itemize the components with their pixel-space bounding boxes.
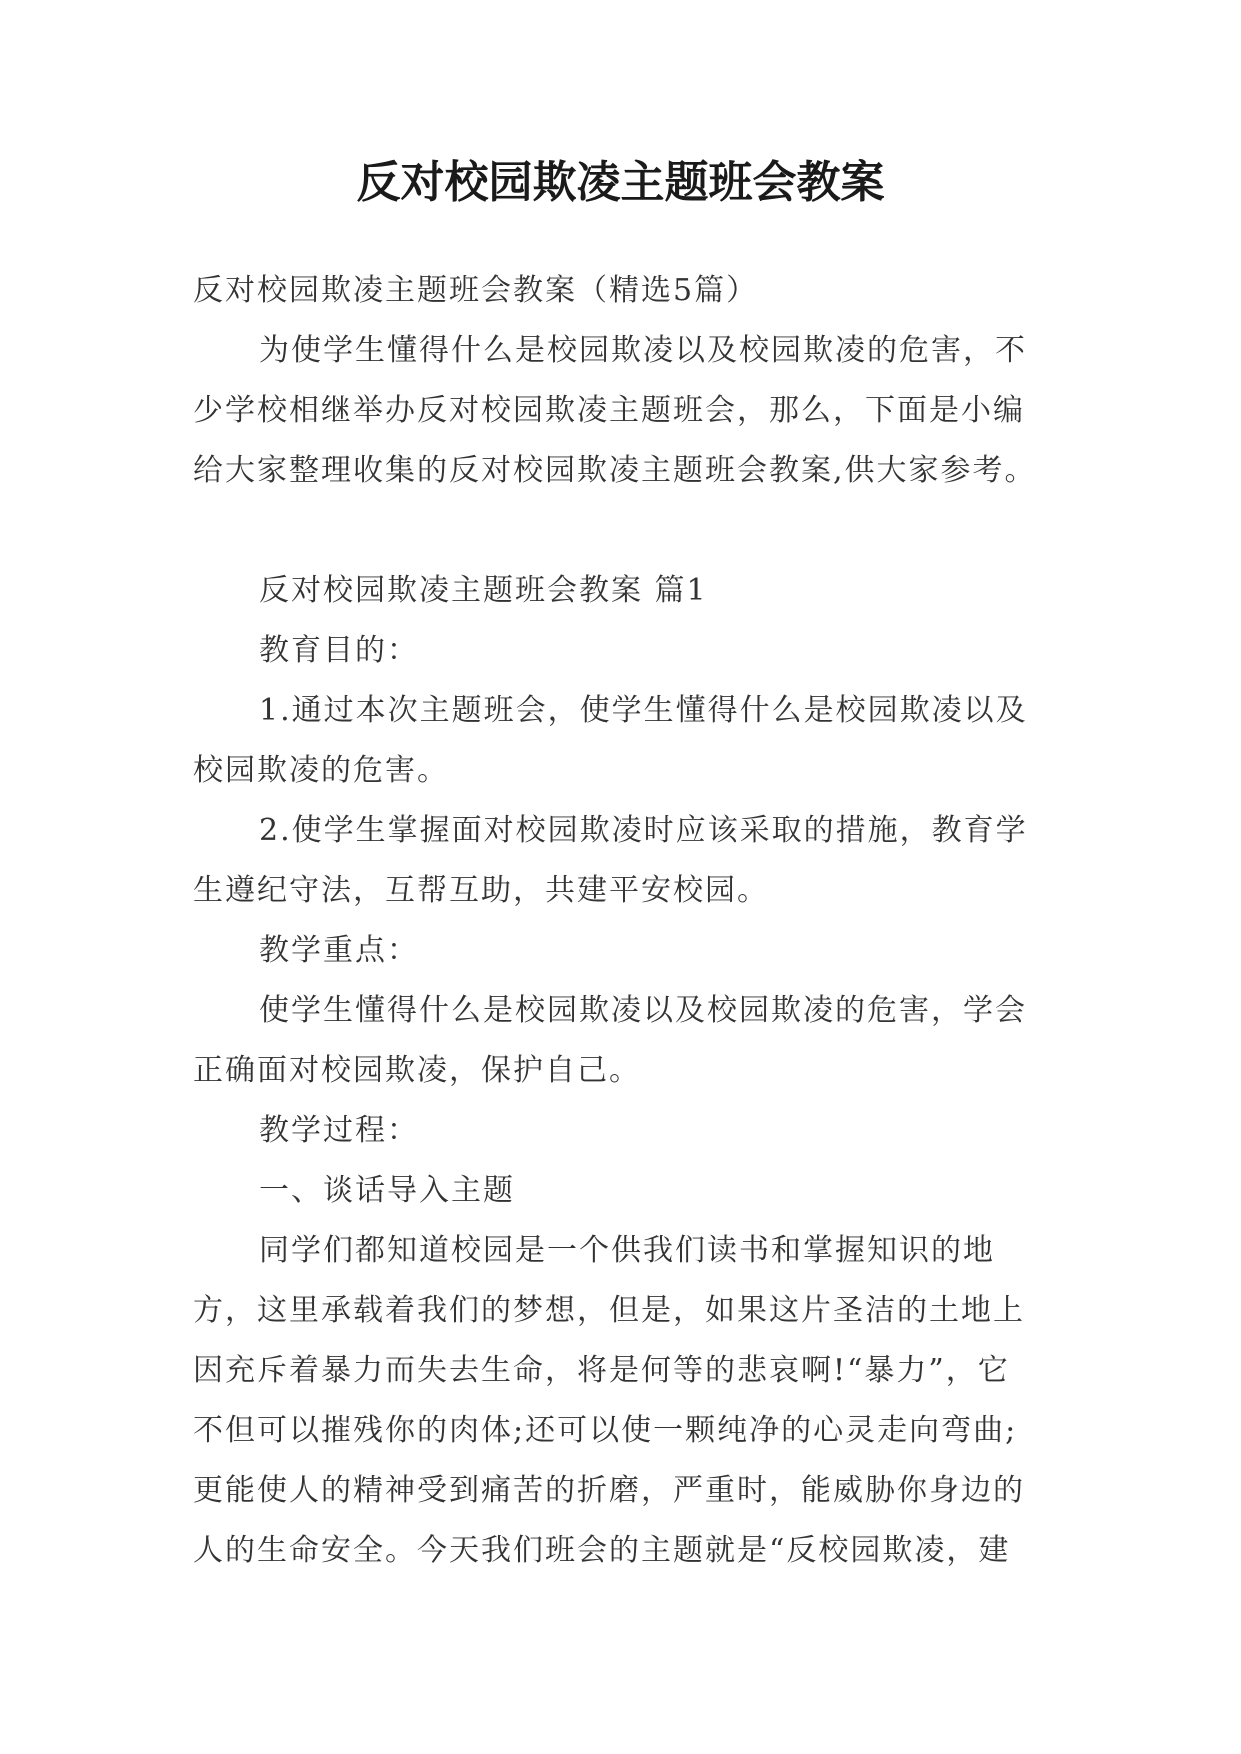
paragraph-line: 人的生命安全。今天我们班会的主题就是“反校园欺凌，建	[193, 1533, 1011, 1568]
paragraph-line: 1.通过本次主题班会，使学生懂得什么是校园欺凌以及	[259, 693, 1028, 728]
paragraph-line: 给大家整理收集的反对校园欺凌主题班会教案,供大家参考。	[193, 453, 1037, 488]
paragraph-line: 2.使学生掌握面对校园欺凌时应该采取的措施，教育学	[259, 813, 1028, 848]
paragraph-line: 生遵纪守法，互帮互助，共建平安校园。	[193, 873, 769, 908]
paragraph-line: 因充斥着暴力而失去生命，将是何等的悲哀啊!“暴力”，它	[193, 1353, 1010, 1388]
paragraph-line: 使学生懂得什么是校园欺凌以及校园欺凌的危害，学会	[259, 993, 1027, 1028]
paragraph-line: 同学们都知道校园是一个供我们读书和掌握知识的地	[259, 1233, 995, 1268]
paragraph-line: 教育目的：	[259, 633, 419, 668]
paragraph-line: 校园欺凌的危害。	[193, 753, 449, 788]
document-subtitle: 反对校园欺凌主题班会教案（精选5篇）	[193, 273, 759, 308]
paragraph-line: 正确面对校园欺凌，保护自己。	[193, 1053, 641, 1088]
document-title: 反对校园欺凌主题班会教案	[356, 157, 885, 208]
paragraph-line: 为使学生懂得什么是校园欺凌以及校园欺凌的危害，不	[259, 333, 1027, 368]
paragraph-line: 少学校相继举办反对校园欺凌主题班会，那么，下面是小编	[193, 393, 1025, 428]
paragraph-line: 不但可以摧残你的肉体;还可以使一颗纯净的心灵走向弯曲;	[193, 1413, 1018, 1448]
paragraph-line: 教学重点：	[259, 933, 419, 968]
paragraph-line: 更能使人的精神受到痛苦的折磨，严重时，能威胁你身边的	[193, 1473, 1025, 1508]
paragraph-line: 一、谈话导入主题	[259, 1173, 515, 1208]
paragraph-line: 教学过程：	[259, 1113, 419, 1148]
paragraph-line: 反对校园欺凌主题班会教案 篇1	[259, 573, 708, 608]
paragraph-line: 方，这里承载着我们的梦想，但是，如果这片圣洁的土地上	[193, 1293, 1025, 1328]
